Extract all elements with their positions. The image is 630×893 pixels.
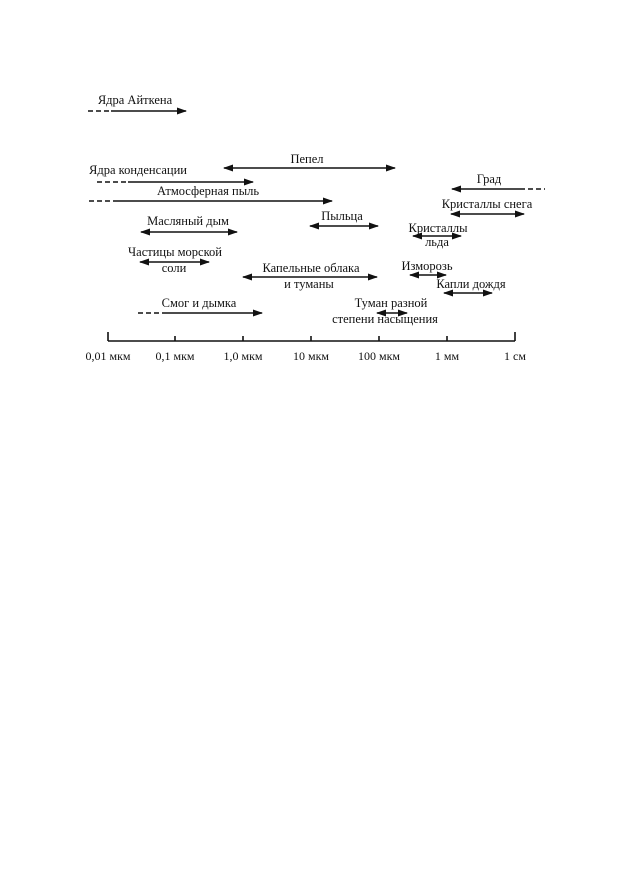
axis-tick-label: 1,0 мкм <box>223 349 263 363</box>
axis-tick-label: 1 см <box>504 349 526 363</box>
label-aitken: Ядра Айткена <box>97 93 173 107</box>
label-hoarfrost: Изморозь <box>401 259 453 273</box>
axis-tick-label: 0,1 мкм <box>155 349 195 363</box>
axis-tick-label: 100 мкм <box>357 349 401 363</box>
label-atmospheric-dust: Атмосферная пыль <box>156 184 260 198</box>
range-fog-saturation <box>332 296 438 326</box>
label-fog-saturation-2: степени насыщения <box>332 312 438 326</box>
label-pollen: Пыльца <box>321 209 363 223</box>
label-hail: Град <box>476 172 502 186</box>
range-ice-crystals <box>409 221 469 249</box>
axis-tick-label: 10 мкм <box>292 349 330 363</box>
label-ash: Пепел <box>290 152 324 166</box>
axis-tick-label: 0,01 мкм <box>85 349 131 363</box>
label-clouds-fogs-2: и туманы <box>284 277 334 291</box>
axis-tick-label: 1 мм <box>434 349 460 363</box>
range-aitken <box>88 93 186 111</box>
range-smog-haze <box>138 296 262 313</box>
label-condensation-nuclei: Ядра конденсации <box>89 163 187 177</box>
range-atmospheric-dust <box>89 184 332 201</box>
range-clouds-fogs <box>243 261 377 291</box>
range-condensation-nuclei <box>89 163 253 182</box>
label-oil-smoke: Масляный дым <box>147 214 229 228</box>
range-hail <box>452 172 545 189</box>
range-raindrops <box>436 277 506 293</box>
range-pollen <box>310 209 378 226</box>
range-snow-crystals <box>442 197 533 214</box>
label-ice-crystals-2: льда <box>425 235 449 249</box>
label-ice-crystals-1: Кристаллы <box>408 221 468 235</box>
range-ash <box>224 152 395 168</box>
label-smog-haze: Смог и дымка <box>161 296 237 310</box>
range-oil-smoke <box>141 214 237 232</box>
label-clouds-fogs-1: Капельные облака <box>262 261 360 275</box>
range-sea-salt <box>128 245 222 275</box>
label-sea-salt-2: соли <box>161 261 187 275</box>
label-raindrops: Капли дождя <box>436 277 506 291</box>
label-sea-salt-1: Частицы морской <box>128 245 222 259</box>
range-hoarfrost <box>401 259 452 275</box>
size-axis <box>85 332 526 363</box>
label-snow-crystals: Кристаллы снега <box>441 197 533 211</box>
label-fog-saturation-1: Туман разной <box>354 296 428 310</box>
